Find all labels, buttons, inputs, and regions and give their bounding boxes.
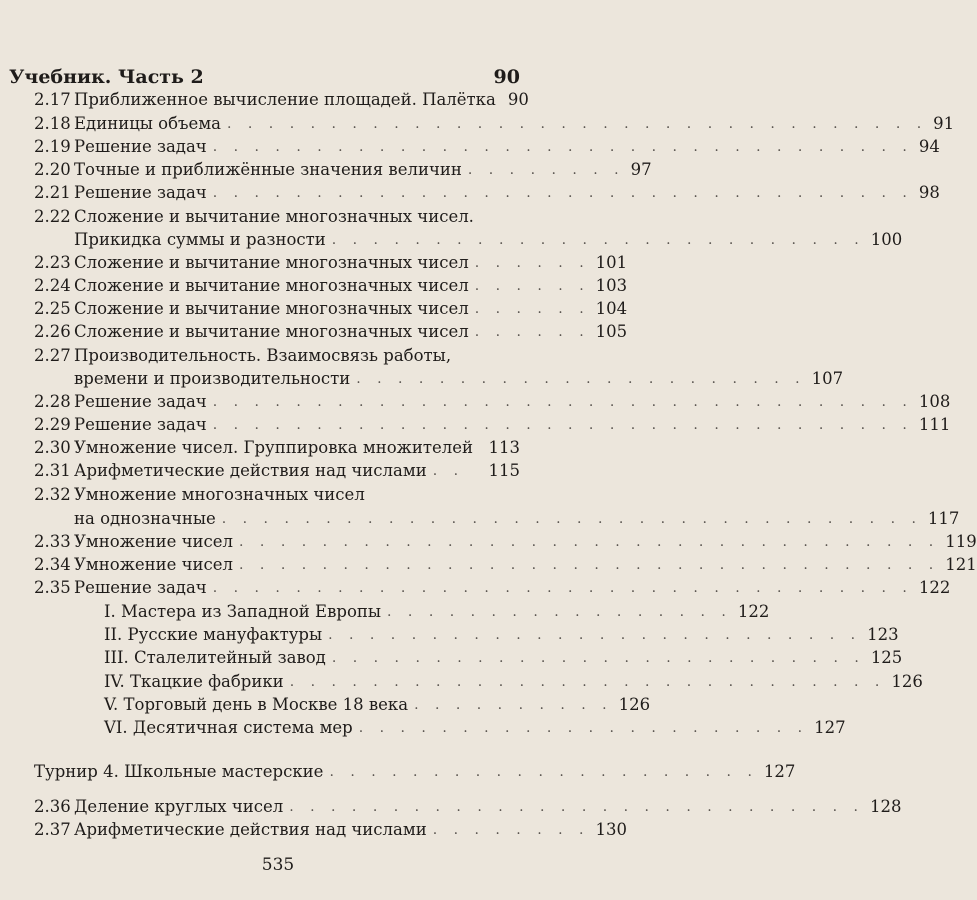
toc-row — [34, 297, 628, 321]
toc-row — [34, 320, 628, 344]
toc-title: Сложение и вычитание многозначных чисел — [74, 276, 469, 295]
toc-row — [34, 576, 951, 600]
toc-title: III. Сталелитейный завод — [104, 648, 326, 667]
toc-title: Умножение многозначных чисел — [74, 485, 365, 504]
leader-dots: . . . . . . — [474, 278, 590, 294]
toc-row — [34, 818, 627, 842]
toc-title: Решение задач — [74, 578, 207, 597]
toc-row — [74, 228, 903, 252]
toc-number: 2.22 — [34, 207, 71, 226]
toc-title: Сложение и вычитание многозначных чисел — [74, 299, 469, 318]
toc-page-number: 122 — [918, 578, 951, 597]
toc-title: II. Русские мануфактуры — [104, 625, 323, 644]
toc-row — [34, 181, 940, 205]
toc-row — [34, 553, 977, 577]
leader-dots: . . . . . . — [474, 301, 590, 317]
toc-number: 2.24 — [34, 276, 71, 295]
leader-dots: . . . . . . . . . . . . . . . . . . . . . . . . . . . . . . . . . . — [212, 394, 913, 410]
toc-row — [34, 205, 520, 229]
toc-title: Деление круглых чисел — [74, 797, 284, 816]
leader-dots: . . . . . . — [474, 255, 590, 271]
toc-title: Решение задач — [74, 137, 207, 156]
leader-dots: . . . . . . . . — [432, 822, 590, 838]
toc-page-number: 101 — [595, 253, 628, 272]
leader-dots: . . . . . . . . . . . . . . . . . . . . . . . . . . — [331, 650, 865, 666]
toc-title: Сложение и вычитание многозначных чисел. — [74, 207, 474, 226]
toc-row — [74, 367, 844, 391]
toc-page-number: 121 — [945, 555, 977, 574]
toc-page-number: 127 — [814, 718, 846, 737]
leader-dots: . . . . . . . . . . . . . . . . . — [387, 604, 732, 620]
toc-page-number: 122 — [737, 602, 770, 621]
leader-dots: . . . . . . . . . . . . . . . . . . . . . . . . . . — [328, 627, 862, 643]
toc-title: Умножение чисел — [74, 555, 234, 574]
toc-page-number: 128 — [869, 797, 902, 816]
section-heading — [9, 64, 520, 90]
toc-row — [34, 158, 652, 182]
leader-dots: . . . . . . . . . . . . . . . . . . . . . . . . . . . . . . . . . . — [227, 116, 928, 132]
toc-page-number: 91 — [933, 114, 955, 133]
toc-number: 2.20 — [34, 160, 71, 179]
toc-title: Приближенное вычисление площадей. Палётка — [74, 90, 496, 109]
toc-title: Точные и приближённые значения величин — [74, 160, 462, 179]
leader-dots: . . — [432, 463, 465, 479]
toc-row — [104, 646, 903, 670]
toc-number: 2.33 — [34, 532, 71, 551]
toc-page-number: 105 — [595, 322, 628, 341]
leader-dots: . . . . . . . . . . . . . . . . . . . . . . . . . . . . . . . . . . — [212, 417, 913, 433]
toc-number: 2.18 — [34, 114, 71, 133]
toc-title: Арифметические действия над числами — [74, 820, 427, 839]
toc-page-number: 97 — [630, 160, 652, 179]
toc-row — [74, 507, 960, 531]
toc-row — [104, 693, 651, 717]
toc-row — [104, 670, 923, 694]
toc-number: 2.36 — [34, 797, 71, 816]
toc-row — [34, 436, 520, 460]
toc-row — [34, 483, 520, 507]
toc-number: 2.25 — [34, 299, 71, 318]
leader-dots: . . . . . . . . . . . . . . . . . . . . . . . . . . . . . . . . . . — [212, 139, 913, 155]
toc-row — [34, 274, 628, 298]
toc-title: Решение задач — [74, 183, 207, 202]
toc-page-number: 117 — [927, 509, 960, 528]
toc-row — [34, 459, 520, 483]
toc-number: 2.34 — [34, 555, 71, 574]
toc-row — [34, 795, 902, 819]
leader-dots: . . . . . . . . . . . . . . . . . . . . . — [329, 764, 758, 780]
toc-row — [104, 623, 899, 647]
leader-dots: . . . . . . . . . . . . . . . . . . . . . . . . . . . . — [289, 799, 864, 815]
leader-dots: . . . . . . . . . . . . . . . . . . . . . . . . . . . . . . . . . . — [212, 580, 913, 596]
toc-title: I. Мастера из Западной Европы — [104, 602, 382, 621]
toc-page-number: 100 — [870, 230, 903, 249]
toc-row — [104, 600, 770, 624]
toc-number: 2.26 — [34, 322, 71, 341]
toc-number: 2.37 — [34, 820, 71, 839]
toc-number: 2.30 — [34, 438, 71, 457]
toc-page-number: 130 — [595, 820, 627, 839]
toc-title: Арифметические действия над числами — [74, 461, 427, 480]
leader-dots: . . . . . . . . . . . . . . . . . . . . . . . . . . . . . — [289, 674, 886, 690]
toc-row — [34, 390, 951, 414]
toc-title: Умножение чисел. Группировка множителей — [74, 438, 473, 457]
toc-title: времени и производительности — [74, 369, 351, 388]
toc-number: 2.35 — [34, 578, 71, 597]
toc-page-number: 123 — [867, 625, 899, 644]
toc-number: 2.31 — [34, 461, 71, 480]
leader-dots: . . . . . . . . . . — [414, 697, 613, 713]
toc-page-number: 108 — [918, 392, 951, 411]
toc-row — [34, 112, 955, 136]
toc-page-number: 115 — [488, 461, 520, 480]
leader-dots: . . . . . . — [474, 324, 590, 340]
toc-title: Умножение чисел — [74, 532, 234, 551]
toc-page-number: 113 — [488, 438, 520, 457]
toc-row — [34, 135, 940, 159]
toc-title: VI. Десятичная система мер — [104, 718, 353, 737]
toc-page-number: 125 — [870, 648, 903, 667]
toc-row — [34, 530, 977, 554]
toc-title: Производительность. Взаимосвязь работы, — [74, 346, 452, 365]
toc-row — [104, 716, 846, 740]
toc-row — [34, 413, 951, 437]
toc-title: Сложение и вычитание многозначных чисел — [74, 322, 469, 341]
toc-row — [34, 344, 520, 368]
toc-title: Сложение и вычитание многозначных чисел — [74, 253, 469, 272]
toc-title: Решение задач — [74, 415, 207, 434]
toc-title: Решение задач — [74, 392, 207, 411]
toc-page-number: 104 — [595, 299, 628, 318]
toc-number: 2.27 — [34, 346, 71, 365]
toc-number: 2.17 — [34, 90, 71, 109]
toc-number: 2.29 — [34, 415, 71, 434]
toc-title: Прикидка суммы и разности — [74, 230, 326, 249]
toc-page-number: 103 — [595, 276, 628, 295]
toc-row — [34, 251, 628, 275]
toc-row — [34, 760, 796, 784]
toc-title: IV. Ткацкие фабрики — [104, 672, 284, 691]
toc-page-number: 127 — [763, 762, 796, 781]
toc-title: Единицы объема — [74, 114, 221, 133]
page-number: 535 — [261, 855, 295, 875]
leader-dots: . . . . . . . . . . . . . . . . . . . . . . . . . . — [331, 232, 865, 248]
toc-page-number: 111 — [918, 415, 951, 434]
toc-row — [34, 88, 529, 112]
leader-dots: . . . . . . . . . . . . . . . . . . . . . . . . . . . . . . . . . . — [212, 185, 913, 201]
toc-page-number: 107 — [811, 369, 844, 388]
toc-number: 2.23 — [34, 253, 71, 272]
toc-page-number: 98 — [918, 183, 940, 202]
leader-dots: . . . . . . . . . . . . . . . . . . . . . . . . . . . . . . . . . . — [239, 557, 940, 573]
leader-dots: . . . . . . . . — [467, 162, 625, 178]
toc-number: 2.32 — [34, 485, 71, 504]
toc-number: 2.21 — [34, 183, 71, 202]
section-title: Учебник. Часть 2 — [9, 66, 204, 88]
toc-page-number: 126 — [891, 672, 923, 691]
section-page: 90 — [493, 66, 520, 88]
toc-page-number: 126 — [618, 695, 651, 714]
toc-page-number: 90 — [507, 90, 529, 109]
toc-number: 2.19 — [34, 137, 71, 156]
toc-number: 2.28 — [34, 392, 71, 411]
toc-page-number: 94 — [918, 137, 940, 156]
toc-title: Турнир 4. Школьные мастерские — [34, 762, 324, 781]
leader-dots: . . . . . . . . . . . . . . . . . . . . . . . . . . . . . . . . . . — [239, 534, 940, 550]
toc-title: на однозначные — [74, 509, 216, 528]
toc-title: V. Торговый день в Москве 18 века — [104, 695, 409, 714]
toc-page-number: 119 — [945, 532, 977, 551]
leader-dots: . . . . . . . . . . . . . . . . . . . . . . — [356, 371, 806, 387]
leader-dots: . . . . . . . . . . . . . . . . . . . . . . — [358, 720, 809, 736]
leader-dots: . . . . . . . . . . . . . . . . . . . . . . . . . . . . . . . . . . — [221, 511, 922, 527]
